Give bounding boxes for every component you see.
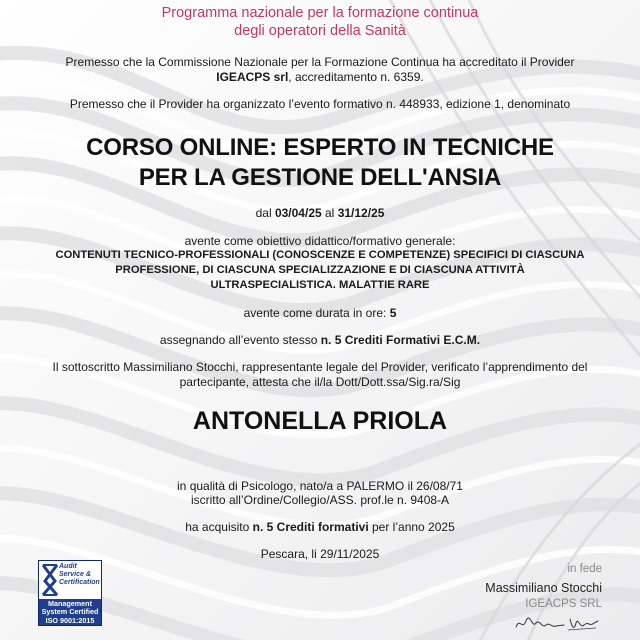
course-title-line2: PER LA GESTIONE DELL'ANSIA	[138, 164, 502, 191]
dates-middle: al	[321, 206, 338, 220]
iso-certification-badge	[38, 560, 102, 626]
attestation-line2: partecipante, attesta che il/la Dott/Dott.ssa/Sig.ra/Sig	[179, 375, 461, 389]
signer-name: Massimiliano Stocchi	[485, 581, 602, 595]
dates-prefix: dal	[255, 206, 275, 220]
accreditation-text: , accreditamento n. 6359.	[288, 70, 424, 84]
credits-assigned-value: n. 5 Crediti Formativi E.C.M.	[320, 333, 481, 347]
participant-profession: in qualità di Psicologo, nato/a a PALERMO il 26/08/71	[177, 479, 463, 493]
participant-registration: iscritto all’Ordine/Collegio/ASS. prof.le n. 9408-A	[190, 493, 450, 507]
handwritten-signature	[512, 613, 602, 635]
badge-brand-line1: Audit	[59, 563, 77, 570]
place-date: Pescara, li 29/11/2025	[260, 547, 380, 561]
program-title-line1: Programma nazionale per la formazione continua	[161, 5, 479, 21]
duration	[0, 306, 640, 321]
date-to: 31/12/25	[337, 206, 385, 220]
participant-name: ANTONELLA PRIOLA	[192, 407, 448, 435]
duration-hours: 5	[389, 306, 397, 320]
badge-logo-area	[39, 561, 101, 599]
objective-intro: avente come obiettivo didattico/formativo generale:	[184, 234, 456, 248]
premise-commission-line1: Premesso che la Commissione Nazionale per la Formazione Continua ha accreditato il Provider	[65, 55, 575, 69]
badge-line4: Management	[48, 599, 92, 608]
credits-earned-suffix: per l’anno 2025	[368, 520, 455, 534]
provider-name: IGEACPS srl	[216, 70, 289, 84]
badge-brand-line2: Service &	[59, 571, 91, 578]
badge-brand-line3: Certification	[59, 579, 100, 586]
attestation-line1: Il sottoscritto Massimiliano Stocchi, rappresentante legale del Provider, verificato l’apprendimento del	[52, 360, 588, 374]
credits-assigned-label: assegnando all’evento stesso	[159, 333, 321, 347]
badge-brand	[59, 563, 101, 587]
premise-event: Premesso che il Provider ha organizzato l’evento formativo n. 448933, edizione 1, denominato	[69, 97, 571, 111]
signature-block	[402, 562, 602, 635]
badge-line6: ISO 9001:2015	[45, 616, 95, 625]
credits-earned-prefix: ha acquisito	[185, 520, 253, 534]
signer-organization: IGEACPS SRL	[525, 598, 602, 610]
badge-line5: System Certified	[41, 607, 99, 616]
course-dates	[0, 206, 640, 221]
in-fede-label: in fede	[567, 563, 602, 575]
credits-earned	[0, 520, 640, 535]
credits-assigned	[0, 333, 640, 348]
program-title-line2: degli operatori della Sanità	[234, 23, 406, 39]
premise-commission-line2	[0, 70, 640, 85]
duration-label: avente come durata in ore:	[243, 306, 390, 320]
course-title-line1: CORSO ONLINE: ESPERTO IN TECNICHE	[86, 134, 554, 161]
date-from: 03/04/25	[274, 206, 322, 220]
objective-line2: PROFESSIONE, DI CIASCUNA SPECIALIZZAZIONE E DI CIASCUNA ATTIVITÀ	[115, 264, 525, 276]
objective-line3: ULTRASPECIALISTICA. MALATTIE RARE	[210, 279, 430, 291]
credits-earned-value: n. 5 Crediti formativi	[252, 520, 369, 534]
objective-line1: CONTENUTI TECNICO-PROFESSIONALI (CONOSCENZE E COMPETENZE) SPECIFICI DI CIASCUNA	[55, 249, 585, 261]
